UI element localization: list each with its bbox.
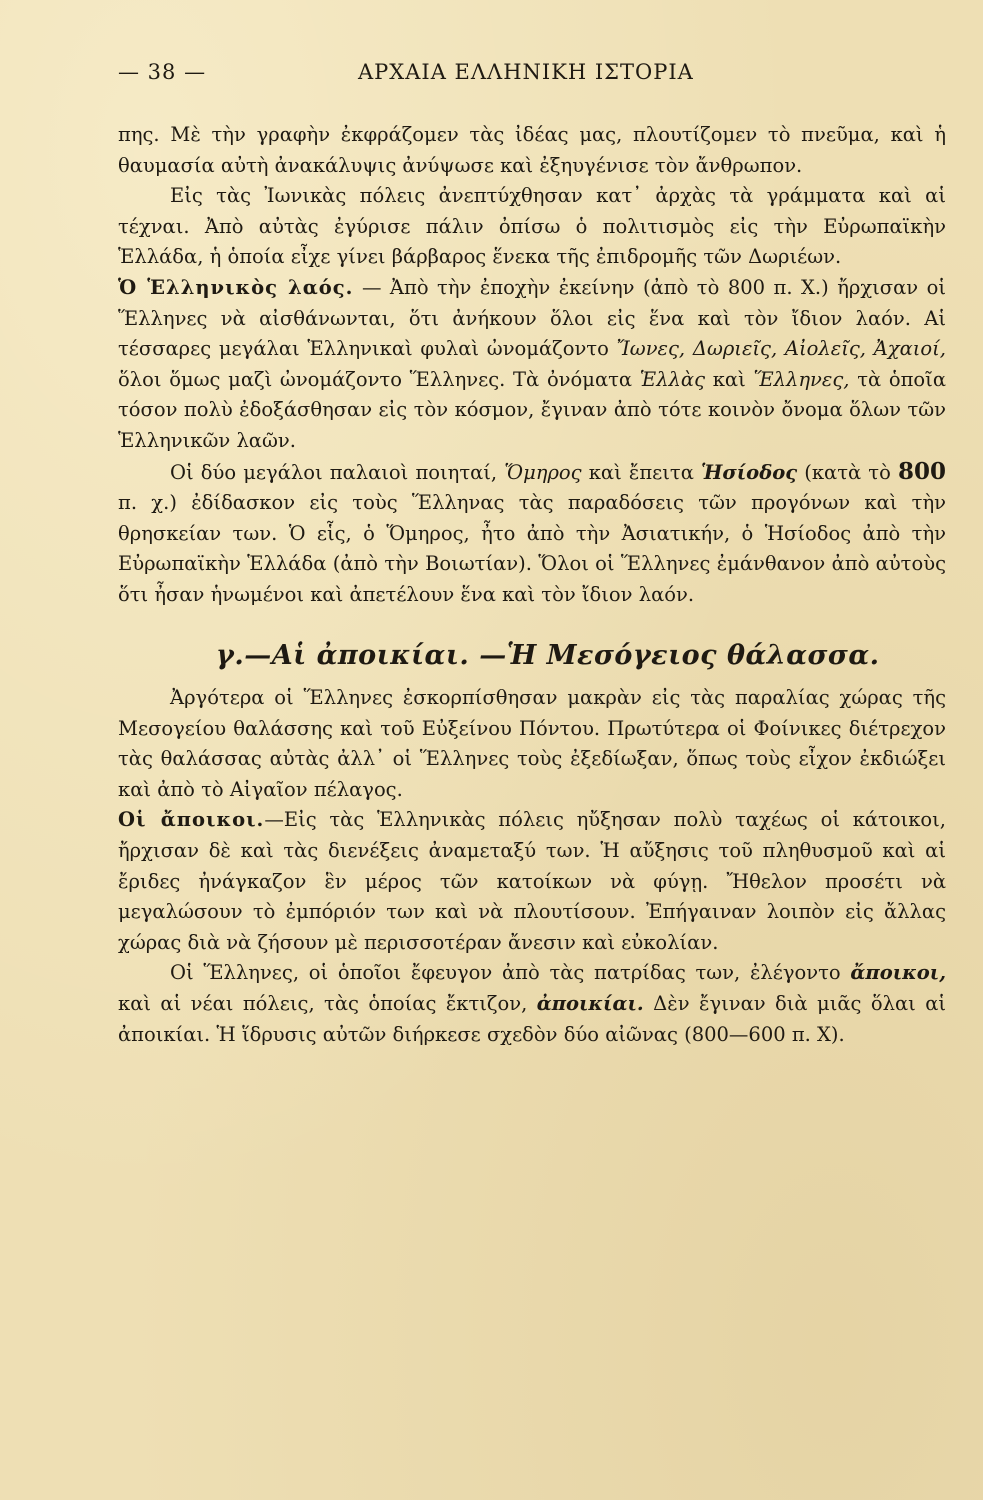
section-heading-colonies: γ.—Αἱ ἀποικίαι. —Ἡ Μεσόγειος θάλασσα. — [216, 639, 880, 671]
text-run: Δὲν ἔγιναν διὰ μιᾶς ὅλαι αἱ ἀποικίαι. Ἡ ἵδρυσις αὐτῶν διήρκεσε σχεδὸν δύο αἰῶνας (800—600 π. Χ). — [118, 992, 947, 1046]
paragraph-colonists — [118, 805, 946, 958]
page-number: — 38 — — [118, 60, 207, 84]
text-run: ὅλοι ὅμως μαζὶ ὠνομάζοντο Ἕλληνες. Τὰ ὀνόματα — [118, 367, 633, 391]
term-hellenes: Ἕλληνες, — [753, 367, 850, 391]
paragraph-colonies — [118, 958, 946, 1050]
text-run: Οἱ δύο μεγάλοι παλαιοὶ ποιηταί, — [170, 460, 498, 484]
text-run: π. χ.) ἐδίδασκον εἰς τοὺς Ἕλληνας τὰς παραδόσεις τῶν προγόνων καὶ τὴν θρησκείαν των. Ὁ εἷς, ὁ Ὅμηρος, ἦτο ἀπὸ τὴν Ἀσιατικήν, ὁ Ἡσίοδος ἀπὸ τὴν Εὐρωπαϊκὴν Ἑλλάδα (ἀπὸ τὴν Βοιωτίαν). Ὅλοι οἱ Ἕλληνες ἐμάνθανον ἀπὸ αὐτοὺς ὅτι ἦσαν ἡνωμένοι καὶ ἀπετέλουν ἕνα καὶ τὸν ἴδιον λαόν. — [118, 491, 946, 606]
term-ionians: Ἴωνες, — [616, 337, 686, 361]
term-dorians: Δωριεῖς, — [692, 337, 778, 361]
term-apoikiai: ἀποικίαι. — [536, 992, 644, 1016]
text-run: καὶ αἱ νέαι πόλεις, τὰς ὁποίας ἔκτιζον, — [118, 992, 528, 1016]
term-achaeans: Ἀχαιοί, — [873, 337, 946, 361]
text-run: —Εἰς τὰς Ἑλληνικὰς πόλεις ηὔξησαν πολὺ ταχέως οἱ κάτοικοι, ἤρχισαν δὲ καὶ τὰς διενέξεις ἀναμεταξύ των. Ἡ αὔξησις τοῦ πληθυσμοῦ καὶ αἱ ἔριδες ἠνάγκαζον ἓν μέρος τῶν κατοίκων νὰ φύγῃ. Ἤθελον προσέτι νὰ μεγαλώσουν τὸ ἐμπόριόν των καὶ νὰ πλουτίσουν. Ἐπήγαιναν λοιπὸν εἰς ἄλλας χώρας διὰ νὰ ζήσουν μὲ περισσοτέραν ἄνεσιν καὶ εὐκολίαν. — [118, 808, 946, 954]
running-head — [118, 52, 946, 96]
text-run: καὶ ἔπειτα — [588, 460, 694, 484]
subheading-greek-people: Ὁ Ἑλληνικὸς λαός. — [118, 275, 354, 299]
text-run: Οἱ Ἕλληνες, οἱ ὁποῖοι ἔφευγον ἀπὸ τὰς πατρίδας των, ἐλέγοντο — [170, 961, 841, 985]
term-apoikoi: ἄποικοι, — [850, 961, 946, 985]
name-homer: Ὅμηρος — [504, 460, 582, 484]
name-hesiod: Ἡσίοδος — [701, 460, 798, 484]
text-run: — Ἀπὸ τὴν ἐποχὴν ἐκείνην (ἀπὸ τὸ 800 π. Χ.) ἤρχισαν οἱ Ἕλληνες νὰ αἰσθάνωνται, ὅτι ἀνήκουν ὅλοι εἰς ἕνα καὶ τὸν ἴδιον λαόν. Αἱ τέσσαρες μεγάλαι Ἑλληνικαὶ φυλαὶ ὠνομάζοντο — [118, 275, 947, 361]
term-hellas: Ἑλλὰς — [639, 367, 706, 391]
year-800: 800 — [898, 457, 947, 485]
paragraph-greek-people — [118, 273, 946, 457]
book-page — [118, 52, 946, 1050]
text-run: τὰ ὁποῖα τόσον πολὺ ἐδοξάσθησαν εἰς τὸν κόσμον, ἔγιναν ἀπὸ τότε κοινὸν ὄνομα ὅλων τῶν Ἑλληνικῶν λαῶν. — [118, 367, 946, 452]
paragraph-ionian-cities: Εἰς τὰς Ἰωνικὰς πόλεις ἀνεπτύχθησαν κατ᾽ ἀρχὰς τὰ γράμματα καὶ αἱ τέχναι. Ἀπὸ αὐτὰς ἐγύρισε πάλιν ὀπίσω ὁ πολιτισμὸς εἰς τὴν Εὐρωπαϊκὴν Ἑλλάδα, ἡ ὁποία εἶχε γίνει βάρβαρος ἕνεκα τῆς ἐπιδρομῆς τῶν Δωριέων. — [118, 184, 946, 269]
paragraph-mediterranean: Ἀργότερα οἱ Ἕλληνες ἐσκορπίσθησαν μακρὰν εἰς τὰς παραλίας χώρας τῆς Μεσογείου θαλάσσης καὶ τοῦ Εὐξείνου Πόντου. Πρωτύτερα οἱ Φοίνικες διέτρεχον τὰς θαλάσσας αὐτὰς ἀλλ᾽ οἱ Ἕλληνες τοὺς ἐξεδίωξαν, ὅπως τοὺς εἶχον ἐκδιώξει καὶ ἀπὸ τὸ Αἰγαῖον πέλαγος. — [118, 686, 946, 801]
subheading-colonists: Οἱ ἄποικοι. — [118, 808, 265, 832]
book-title: ΑΡΧΑΙΑ ΕΛΛΗΝΙΚΗ ΙΣΤΟΡΙΑ — [358, 60, 694, 84]
text-run: (κατὰ τὸ — [804, 460, 891, 484]
body-text — [118, 120, 946, 1050]
text-run: καὶ — [712, 367, 746, 391]
paragraph-writing: πης. Μὲ τὴν γραφὴν ἐκφράζομεν τὰς ἰδέας μας, πλουτίζομεν τὸ πνεῦμα, καὶ ἡ θαυμασία αὐτὴ ἀνακάλυψις ἀνύψωσε καὶ ἐξηυγένισε τὸν ἄνθρωπον. — [118, 123, 946, 177]
paragraph-poets — [118, 457, 946, 611]
term-aeolians: Αἰολεῖς, — [784, 337, 866, 361]
